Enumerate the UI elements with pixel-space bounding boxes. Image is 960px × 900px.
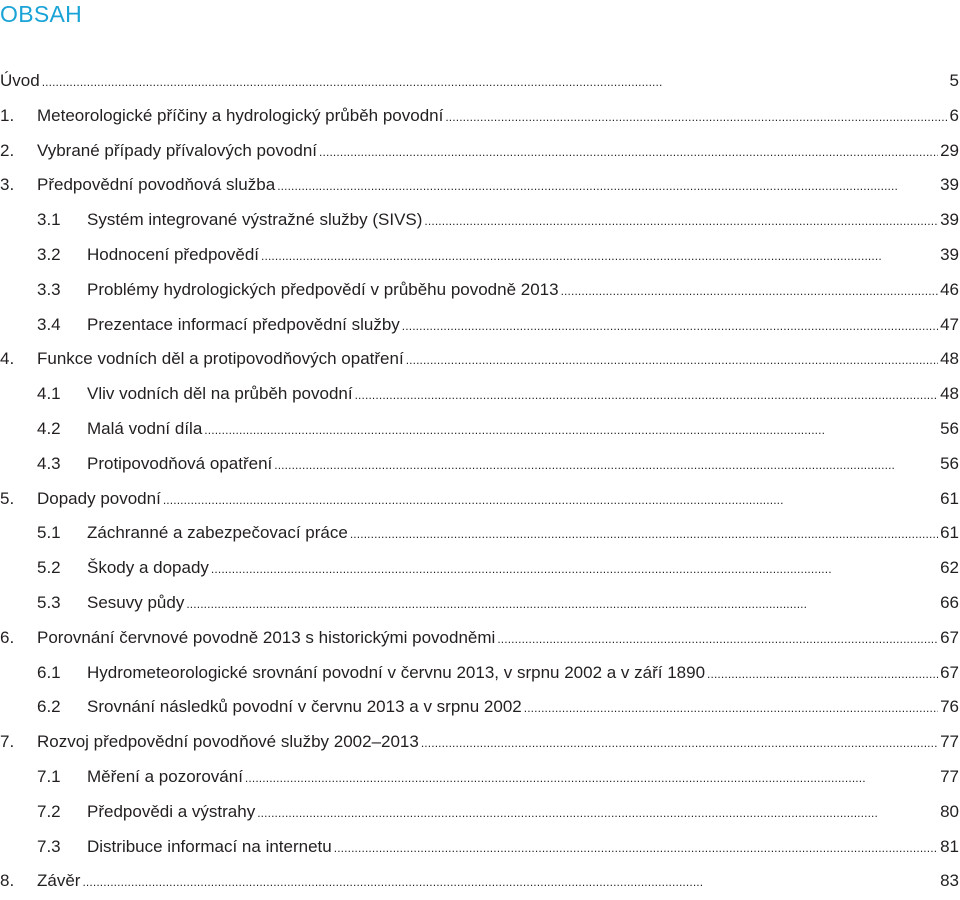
toc-entry-5-2[interactable] — [0, 551, 959, 586]
toc-entry-3[interactable] — [0, 168, 959, 203]
toc-entry-number: 5. — [0, 488, 15, 508]
toc-entry-title: Distribuce informací na internetu — [87, 836, 332, 856]
toc-entry-6-2[interactable] — [0, 690, 959, 725]
toc-entry-title: Předpovědi a výstrahy — [87, 801, 256, 821]
toc-entry-title: Předpovědní povodňová služba — [37, 175, 276, 195]
toc-entry-page: 67 — [940, 662, 959, 682]
toc-entry-6[interactable] — [0, 621, 959, 656]
toc-entry-page: 39 — [940, 244, 959, 264]
toc-entry-4-1[interactable] — [0, 377, 959, 412]
toc-entry-page: 47 — [940, 314, 959, 334]
toc-entry-3-4[interactable] — [0, 308, 959, 343]
toc-entry-number: 4. — [0, 349, 15, 369]
toc-entry-number: 3.3 — [37, 279, 61, 299]
toc-entry-page: 66 — [940, 592, 959, 612]
dot-leader — [261, 238, 938, 274]
toc-entry-title: Porovnání červnové povodně 2013 s historickými povodněmi — [37, 627, 496, 647]
toc-entry-title: Problémy hydrologických předpovědí v průběhu povodně 2013 — [87, 279, 559, 299]
toc-entry-page: 83 — [940, 871, 959, 891]
toc-entry-title: Systém integrované výstražné služby (SIVS) — [87, 210, 423, 230]
toc-entry-6-1[interactable] — [0, 656, 959, 691]
toc-entry-page: 5 — [949, 71, 959, 90]
toc-entry-number: 7.3 — [37, 836, 61, 856]
toc-entry-title: Hodnocení předpovědí — [87, 244, 260, 264]
toc-entry-page: 61 — [940, 488, 959, 508]
toc-entry-page: 56 — [940, 418, 959, 438]
toc-entry-page: 62 — [940, 558, 959, 578]
toc-entry-2[interactable] — [0, 134, 959, 169]
toc-entry-1[interactable] — [0, 99, 959, 134]
dot-leader — [350, 516, 938, 552]
toc-entry-page: 29 — [940, 140, 959, 160]
dot-leader — [163, 482, 938, 518]
toc-entry-number: 4.1 — [37, 384, 61, 404]
toc-entry-title: Rozvoj předpovědní povodňové služby 2002–2013 — [37, 732, 419, 752]
toc-entry-page: 76 — [940, 697, 959, 717]
toc-entry-8[interactable] — [0, 864, 959, 899]
toc-entry-title: Dopady povodní — [37, 488, 161, 508]
toc-entry-number: 6.2 — [37, 697, 61, 717]
toc-entry-number: 7.2 — [37, 801, 61, 821]
toc-entry-title: Funkce vodních děl a protipovodňových opatření — [37, 349, 404, 369]
dot-leader — [424, 203, 938, 239]
dot-leader — [421, 725, 938, 761]
toc-entry-title: Srovnání následků povodní v červnu 2013 a v srpnu 2002 — [87, 697, 522, 717]
toc-entry-page: 46 — [940, 279, 959, 299]
toc-entry-page: 39 — [940, 210, 959, 230]
toc-entry-page: 81 — [940, 836, 959, 856]
toc-entry-page: 80 — [940, 801, 959, 821]
toc-entry-4-2[interactable] — [0, 412, 959, 447]
toc-entry-number: 3.2 — [37, 244, 61, 264]
toc-entry-page: 77 — [940, 766, 959, 786]
toc-entry-5-1[interactable] — [0, 516, 959, 551]
toc-entry-title: Závěr — [37, 871, 81, 891]
toc-entry-title: Úvod — [0, 71, 40, 90]
toc-entry-number: 6. — [0, 627, 15, 647]
toc-entry-3-2[interactable] — [0, 238, 959, 273]
toc-entry-number: 7.1 — [37, 766, 61, 786]
dot-leader — [445, 99, 947, 135]
toc-entry-page: 56 — [940, 453, 959, 473]
toc-entry-number: 8. — [0, 871, 15, 891]
toc-entry-title: Vybrané případy přívalových povodní — [37, 140, 318, 160]
toc-entry-number: 1. — [0, 105, 15, 125]
dot-leader — [186, 586, 938, 622]
toc-entry-number: 3.4 — [37, 314, 61, 334]
toc-entry-title: Měření a pozorování — [87, 766, 243, 786]
toc-entry-number: 6.1 — [37, 662, 61, 682]
toc-entry-7-1[interactable] — [0, 760, 959, 795]
toc-entry-page: 48 — [940, 384, 959, 404]
dot-leader — [561, 273, 938, 309]
dot-leader — [245, 760, 938, 796]
dot-leader — [524, 690, 938, 726]
table-of-contents — [0, 64, 959, 899]
dot-leader — [211, 551, 938, 587]
toc-entry-title: Meteorologické příčiny a hydrologický průběh povodní — [37, 105, 444, 125]
dot-leader — [204, 412, 938, 448]
toc-entry-number: 5.3 — [37, 592, 61, 612]
toc-entry-3-1[interactable] — [0, 203, 959, 238]
dot-leader — [355, 377, 939, 413]
dot-leader — [406, 342, 938, 378]
toc-entry-number: 7. — [0, 732, 15, 752]
toc-entry-title: Prezentace informací předpovědní služby — [87, 314, 400, 334]
dot-leader — [82, 864, 938, 900]
toc-entry-number: 4.2 — [37, 418, 61, 438]
dot-leader — [497, 621, 938, 657]
toc-entry-title: Vliv vodních děl na průběh povodní — [87, 384, 353, 404]
toc-entry-5-3[interactable] — [0, 586, 959, 621]
toc-entry-title: Malá vodní díla — [87, 418, 203, 438]
toc-entry-page: 61 — [940, 523, 959, 543]
toc-entry-4-3[interactable] — [0, 447, 959, 482]
toc-entry-page: 67 — [940, 627, 959, 647]
toc-entry-5[interactable] — [0, 482, 959, 517]
toc-entry-4[interactable] — [0, 342, 959, 377]
dot-leader — [257, 795, 938, 831]
toc-entry-title: Sesuvy půdy — [87, 592, 185, 612]
toc-entry-page: 48 — [940, 349, 959, 369]
page-title: OBSAH — [0, 1, 83, 27]
dot-leader — [42, 64, 948, 100]
toc-entry-number: 3.1 — [37, 210, 61, 230]
dot-leader — [334, 830, 938, 866]
toc-entry-7[interactable] — [0, 725, 959, 760]
toc-entry-number: 3. — [0, 175, 15, 195]
dot-leader — [402, 308, 938, 344]
dot-leader — [707, 656, 938, 692]
dot-leader — [277, 168, 938, 204]
toc-entry-7-3[interactable] — [0, 830, 959, 865]
toc-entry-uvod[interactable] — [0, 64, 959, 99]
dot-leader — [319, 134, 938, 170]
toc-entry-3-3[interactable] — [0, 273, 959, 308]
toc-entry-title: Záchranné a zabezpečovací práce — [87, 523, 348, 543]
toc-entry-number: 4.3 — [37, 453, 61, 473]
toc-entry-number: 5.1 — [37, 523, 61, 543]
toc-entry-title: Protipovodňová opatření — [87, 453, 273, 473]
toc-entry-7-2[interactable] — [0, 795, 959, 830]
dot-leader — [274, 447, 938, 483]
toc-entry-page: 77 — [940, 732, 959, 752]
toc-entry-page: 6 — [949, 105, 959, 125]
toc-entry-page: 39 — [940, 175, 959, 195]
toc-entry-title: Hydrometeorologické srovnání povodní v červnu 2013, v srpnu 2002 a v září 1890 — [87, 662, 706, 682]
toc-entry-number: 5.2 — [37, 558, 61, 578]
toc-entry-number: 2. — [0, 140, 15, 160]
toc-entry-title: Škody a dopady — [87, 558, 209, 578]
